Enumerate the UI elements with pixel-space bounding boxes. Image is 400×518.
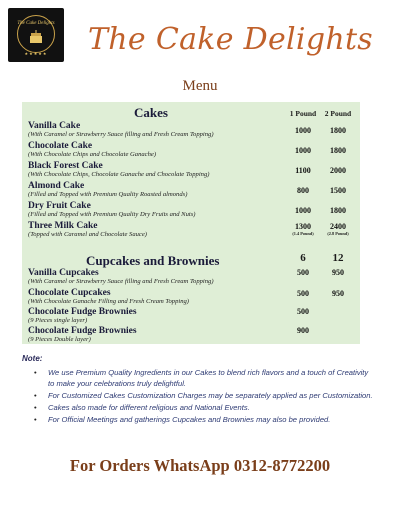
price-6: 900 xyxy=(297,326,309,335)
note-text: We use Premium Quality Ingredients in our Cakes to blend rich flavors and a touch of Creativity to make your celebrations truly delightful. xyxy=(48,368,369,388)
menu-title: Menu xyxy=(182,78,218,94)
cakes-col-1-pound: 1 Pound xyxy=(289,109,317,118)
bullet-icon: • xyxy=(34,414,37,424)
item-description: (Filled and Topped with Premium Quality Dry Fruits and Nuts) xyxy=(28,211,196,218)
note-text: For Official Meetings and gatherings Cupcakes and Brownies may also be provided. xyxy=(48,414,331,424)
item-description: (9 Pieces Double layer) xyxy=(28,336,91,343)
logo-text: The Cake Delights xyxy=(17,21,55,26)
bullet-icon: • xyxy=(34,390,37,400)
price-2-pound: 1800 xyxy=(330,206,346,215)
item-name: Chocolate Fudge Brownies xyxy=(28,326,137,336)
item-name: Chocolate Fudge Brownies xyxy=(28,307,137,317)
price-1-pound: 1100 xyxy=(295,166,311,175)
item-name: Dry Fruit Cake xyxy=(28,201,91,211)
item-description: (9 Pieces single layer) xyxy=(28,317,88,324)
bullet-icon: • xyxy=(34,402,37,412)
note-label: Note: xyxy=(22,354,43,363)
note-item xyxy=(34,403,374,414)
price-2-pound: 1800 xyxy=(330,146,346,155)
note-text: Cakes also made for different religious and National Events. xyxy=(48,402,250,412)
price-2-pound: 1800 xyxy=(330,126,346,135)
menu-panel xyxy=(22,102,360,344)
price-6: 500 xyxy=(297,289,309,298)
item-description: (With Chocolate Ganache Filling and Fresh Cream Topping) xyxy=(28,298,189,305)
price-12: 950 xyxy=(332,289,344,298)
item-description: (With Chocolate Chips, Chocolate Ganache and Chocolate Topping) xyxy=(28,171,210,178)
item-description: (With Caramel or Strawberry Sauce filling and Fresh Cream Topping) xyxy=(28,131,214,138)
price-6: 500 xyxy=(297,307,309,316)
price-1-pound: 800 xyxy=(297,186,309,195)
item-name: Vanilla Cupcakes xyxy=(28,268,99,278)
note-item xyxy=(34,368,374,389)
cupcakes-col-6: 6 xyxy=(300,252,306,264)
brand-logo xyxy=(8,8,64,62)
price-12: 950 xyxy=(332,268,344,277)
note-item xyxy=(34,415,374,426)
cakes-col-2-pound: 2 Pound xyxy=(324,109,352,118)
item-name: Chocolate Cupcakes xyxy=(28,288,111,298)
order-contact: For Orders WhatsApp 0312-8772200 xyxy=(69,456,331,475)
price-2-pound: 1500 xyxy=(330,186,346,195)
cupcakes-col-12: 12 xyxy=(332,252,344,264)
note-text: For Customized Cakes Customization Charges may be separately applied as per Customization. xyxy=(48,390,373,400)
note-item xyxy=(34,391,374,402)
weight-note-2: (2.8 Pound) xyxy=(327,231,349,236)
price-6: 500 xyxy=(297,268,309,277)
bullet-icon: • xyxy=(34,368,37,377)
item-name: Black Forest Cake xyxy=(28,161,103,171)
price-1-pound: 1000 xyxy=(295,206,311,215)
price-2-pound: 2400 xyxy=(330,222,346,231)
price-1-pound: 1000 xyxy=(295,146,311,155)
price-1-pound: 1000 xyxy=(295,126,311,135)
item-description: (Topped with Caramel and Chocolate Sauce) xyxy=(28,231,147,238)
price-1-pound: 1300 xyxy=(295,222,311,231)
item-description: (Filled and Topped with Premium Quality Roasted almonds) xyxy=(28,191,188,198)
item-description: (With Chocolate Chips and Chocolate Ganache) xyxy=(28,151,157,158)
item-description: (With Caramel or Strawberry Sauce filling and Fresh Cream Topping) xyxy=(28,278,214,285)
brand-title: The Cake Delights xyxy=(88,22,374,57)
item-name: Chocolate Cake xyxy=(28,141,93,151)
item-name: Vanilla Cake xyxy=(28,121,81,131)
item-name: Almond Cake xyxy=(28,181,85,191)
notes-list xyxy=(34,368,374,427)
logo-stars: ★★★★★ xyxy=(24,51,48,56)
price-2-pound: 2000 xyxy=(330,166,346,175)
cake-icon xyxy=(28,30,44,44)
cupcakes-section-title: Cupcakes and Brownies xyxy=(86,253,220,268)
item-name: Three Milk Cake xyxy=(28,221,98,231)
weight-note-1: (1.4 Pound) xyxy=(292,231,314,236)
cakes-section-title: Cakes xyxy=(134,105,168,120)
